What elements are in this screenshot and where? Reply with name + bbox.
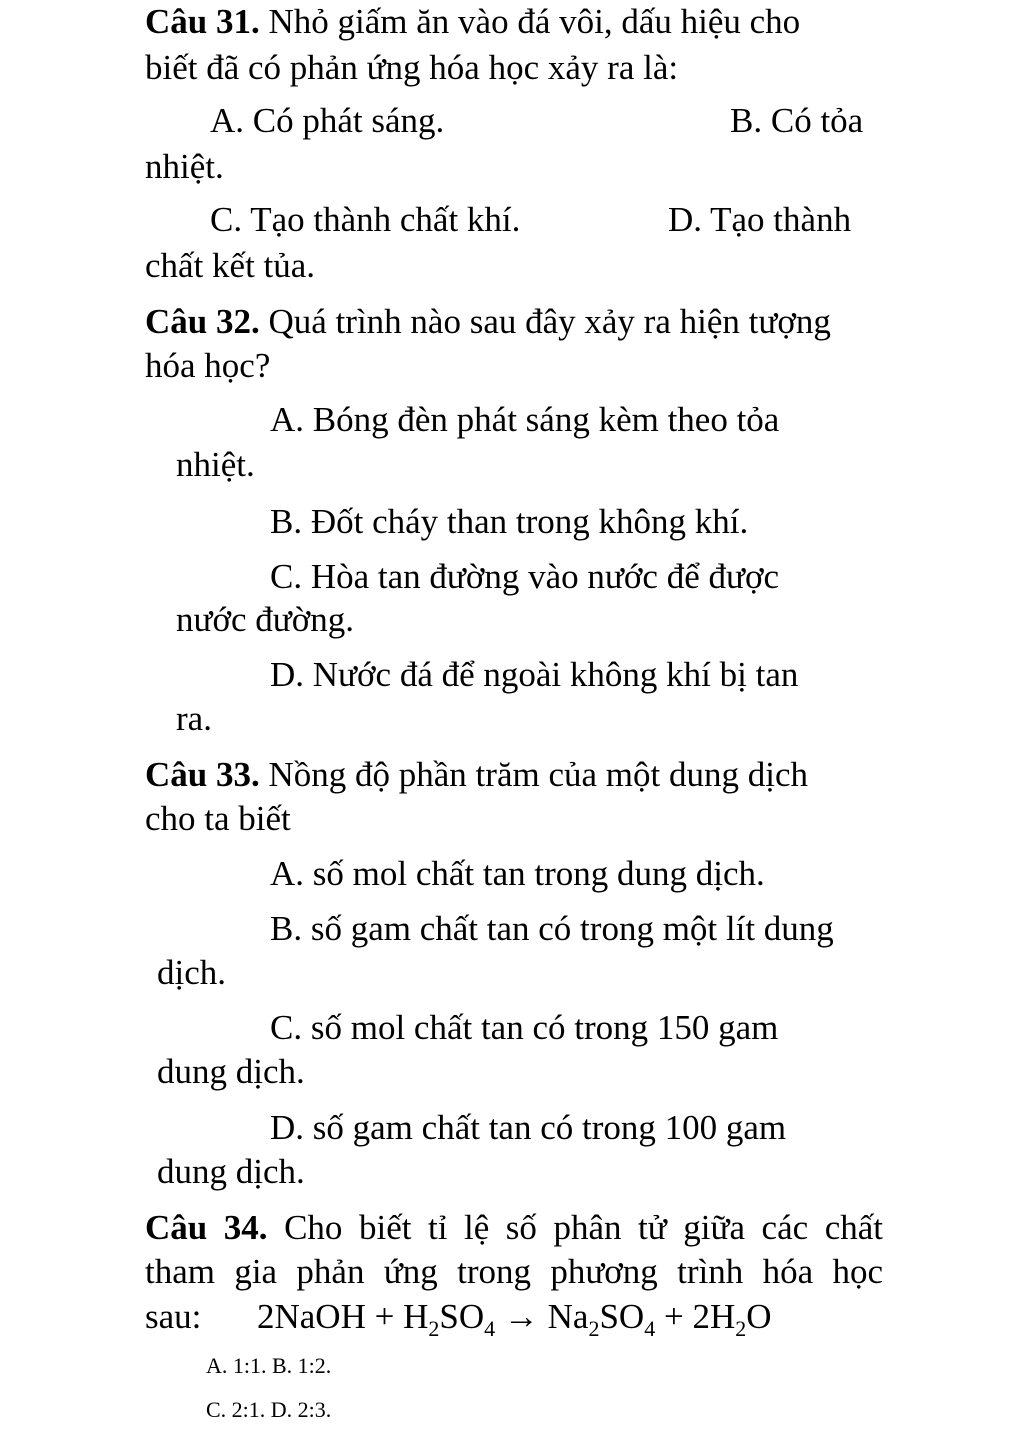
q32-option-b: B. Đốt cháy than trong không khí. bbox=[270, 502, 749, 541]
q31-stem-text: Nhỏ giấm ăn vào đá vôi, dấu hiệu cho bbox=[259, 2, 801, 41]
q33-option-a: A. số mol chất tan trong dung dịch. bbox=[270, 854, 765, 893]
q31-option-d-cont: chất kết tủa. bbox=[145, 246, 316, 285]
q31-number: Câu 31. bbox=[145, 2, 260, 41]
q31-option-b-cont: nhiệt. bbox=[145, 147, 224, 186]
q33-option-b: B. số gam chất tan có trong một lít dung bbox=[270, 909, 834, 948]
q32-option-c: C. Hòa tan đường vào nước để được bbox=[270, 557, 779, 596]
q32-option-c-cont: nước đường. bbox=[176, 600, 354, 639]
q32-number: Câu 32. bbox=[145, 302, 260, 341]
q31-option-d: D. Tạo thành bbox=[668, 200, 852, 239]
q34-chemical-equation: 2NaOH + $H_2SO_4 \to Na_2SO_4 + 2H_2O$ bbox=[257, 1297, 772, 1341]
q34-options-row2: C. 2:1. D. 2:3. bbox=[206, 1397, 332, 1422]
q33-stem-text: Nồng độ phần trăm của một dung dịch bbox=[259, 755, 808, 794]
q33-stem-line2: cho ta biết bbox=[145, 799, 291, 838]
q34-number: Câu 34. bbox=[145, 1208, 268, 1247]
q33-option-b-cont: dịch. bbox=[157, 953, 227, 992]
q32-stem-line2: hóa học? bbox=[145, 346, 271, 385]
q31-stem-line1 bbox=[145, 2, 800, 42]
q33-option-d: D. số gam chất tan có trong 100 gam bbox=[270, 1108, 787, 1147]
q31-option-c: C. Tạo thành chất khí. bbox=[210, 200, 521, 239]
q32-option-d: D. Nước đá để ngoài không khí bị tan bbox=[270, 655, 799, 694]
q33-stem-line1 bbox=[145, 755, 808, 795]
q33-option-c-cont: dung dịch. bbox=[157, 1052, 305, 1091]
q31-stem-line2: biết đã có phản ứng hóa học xảy ra là: bbox=[145, 48, 679, 87]
q34-stem-line1 bbox=[145, 1208, 883, 1248]
q33-option-d-cont: dung dịch. bbox=[157, 1152, 305, 1191]
q34-options-row1: A. 1:1. B. 1:2. bbox=[206, 1353, 332, 1378]
q31-option-a: A. Có phát sáng. bbox=[210, 101, 445, 140]
q32-stem-text: Quá trình nào sau đây xảy ra hiện tượng bbox=[259, 302, 831, 341]
q32-option-a-cont: nhiệt. bbox=[176, 445, 255, 484]
q31-option-b: B. Có tỏa bbox=[730, 101, 864, 140]
q34-stem-line3-label: sau: bbox=[145, 1297, 202, 1336]
q32-option-a: A. Bóng đèn phát sáng kèm theo tỏa bbox=[270, 400, 780, 439]
q32-option-d-cont: ra. bbox=[176, 699, 212, 738]
q34-stem-line2: tham gia phản ứng trong phương trình hóa học bbox=[145, 1252, 883, 1291]
q32-stem-line1 bbox=[145, 302, 831, 342]
q34-stem-text: Cho biết tỉ lệ số phân tử giữa các chất bbox=[267, 1208, 883, 1247]
q33-option-c: C. số mol chất tan có trong 150 gam bbox=[270, 1008, 779, 1047]
q33-number: Câu 33. bbox=[145, 755, 260, 794]
